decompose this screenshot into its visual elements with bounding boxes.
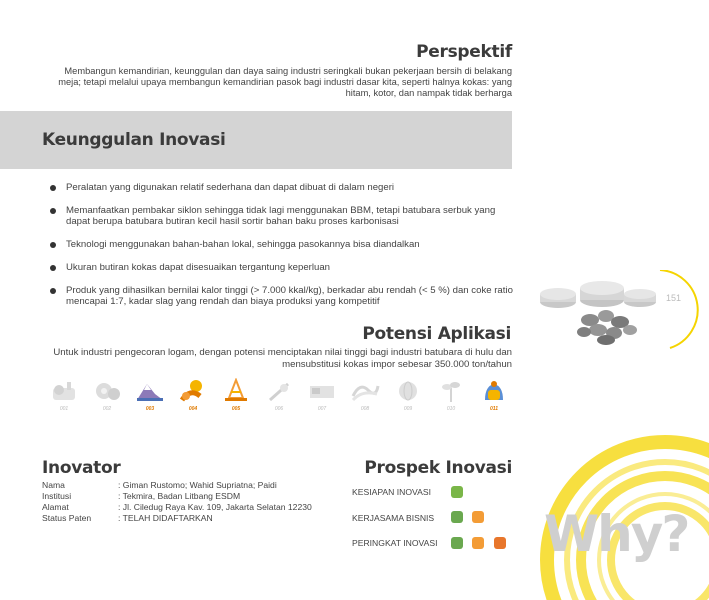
list-item <box>50 205 516 227</box>
business-icon <box>451 511 463 523</box>
inovator-row <box>42 480 312 491</box>
mountain-mining-icon <box>132 378 168 412</box>
bullet-icon <box>50 265 56 271</box>
icon-number: 003 <box>145 406 155 412</box>
icon-number: 008 <box>360 406 370 412</box>
icon-number: 011 <box>490 406 498 412</box>
bullet-icon <box>50 288 56 294</box>
icon-number: 009 <box>403 406 413 412</box>
row-value: : TELAH DIDAFTARKAN <box>118 513 213 523</box>
bullet-icon <box>50 242 56 248</box>
icon-number: 005 <box>231 406 241 412</box>
list-item <box>50 262 516 273</box>
prospek-label: KESIAPAN INOVASI <box>352 487 431 497</box>
prospek-row-kerjasama <box>352 513 450 523</box>
globe-icon <box>390 378 426 412</box>
why-watermark: Why? <box>544 505 689 563</box>
truck-icon <box>304 378 340 412</box>
row-label: Nama <box>42 480 65 490</box>
rating-icon <box>494 537 506 549</box>
row-value: : Tekmira, Badan Litbang ESDM <box>118 491 241 501</box>
keunggulan-title: Keunggulan Inovasi <box>42 130 226 150</box>
prospek-label: KERJASAMA BISNIS <box>352 513 435 523</box>
prospek-title: Prospek Inovasi <box>364 458 512 478</box>
inovator-row <box>42 513 312 524</box>
prospek-row-kesiapan <box>352 487 450 497</box>
row-value: : Jl. Ciledug Raya Kav. 109, Jakarta Selatan 12230 <box>118 502 312 512</box>
flask-icon <box>261 378 297 412</box>
icon-number: 007 <box>317 406 327 412</box>
page-number: 151 <box>666 293 682 303</box>
bullet-icon <box>50 185 56 191</box>
icon-number: 004 <box>188 406 198 412</box>
prospek-row-peringkat <box>352 538 450 548</box>
readiness-gear-icon <box>451 486 463 498</box>
icon-number: 002 <box>102 406 112 412</box>
list-item-text: Produk yang dihasilkan bernilai kalor tinggi (> 7.000 kkal/kg), berkadar abu rendah (< 5 %) dan coke ratio mencapai 1:7, kadar slag yang rendah dan biaya produksi yang kompetitif <box>66 285 513 307</box>
list-item-text: Peralatan yang digunakan relatif sederhana dan dapat dibuat di dalam negeri <box>66 182 395 193</box>
inovator-title: Inovator <box>42 458 121 478</box>
perspektif-text: Membangun kemandirian, keunggulan dan daya saing industri seringkali bukan pekerjaan bersih di belakang meja; tetapi melalui upaya membangun kemandirian pasok bagi industri dasar kita, seperti halnya kokas: yang hitam, kotor, dan nampak tidak berharga <box>58 66 512 98</box>
rating-icon <box>451 537 463 549</box>
wave-icon <box>347 378 383 412</box>
keunggulan-list <box>50 182 516 307</box>
row-label: Institusi <box>42 491 72 501</box>
factory-icon <box>46 378 82 412</box>
icon-number: 010 <box>446 406 456 412</box>
list-item <box>50 285 516 307</box>
prospek-label: PERINGKAT INOVASI <box>352 538 438 548</box>
row-label: Alamat <box>42 502 69 512</box>
oil-rig-icon <box>218 378 254 412</box>
business-icon <box>472 511 484 523</box>
inovator-row <box>42 502 312 513</box>
rating-icon <box>472 537 484 549</box>
sprout-icon <box>433 378 469 412</box>
gears-icon <box>89 378 125 412</box>
list-item-text: Memanfaatkan pembakar siklon sehingga tidak lagi menggunakan BBM, tetapi batubara serbuk yang dapat berupa batubara butiran kecil hasil sortir bahan baku proses karbonisasi <box>66 205 496 227</box>
potensi-title: Potensi Aplikasi <box>362 324 511 344</box>
potensi-text: Untuk industri pengecoran logam, dengan potensi menciptakan nilai tinggi bagi industri batubara di hulu dan mensubstitusi kokas impor sebesar 350.000 ton/tahun <box>53 347 512 370</box>
list-item <box>50 239 516 250</box>
hand-icon <box>476 378 512 412</box>
row-value: : Giman Rustomo; Wahid Supriatna; Paidi <box>118 480 277 490</box>
inovator-table <box>42 480 312 524</box>
list-item <box>50 182 516 193</box>
coke-product-illustration <box>538 280 664 348</box>
energy-icon <box>175 378 211 412</box>
icon-number: 001 <box>59 406 69 412</box>
list-item-text: Ukuran butiran kokas dapat disesuaikan tergantung keperluan <box>66 262 331 273</box>
perspektif-title: Perspektif <box>416 42 512 62</box>
row-label: Status Paten <box>42 513 92 523</box>
list-item-text: Teknologi menggunakan bahan-bahan lokal, sehingga pasokannya bisa diandalkan <box>66 239 420 250</box>
icon-number: 006 <box>274 406 284 412</box>
application-icon-row <box>46 378 516 418</box>
inovator-row <box>42 491 312 502</box>
bullet-icon <box>50 208 56 214</box>
